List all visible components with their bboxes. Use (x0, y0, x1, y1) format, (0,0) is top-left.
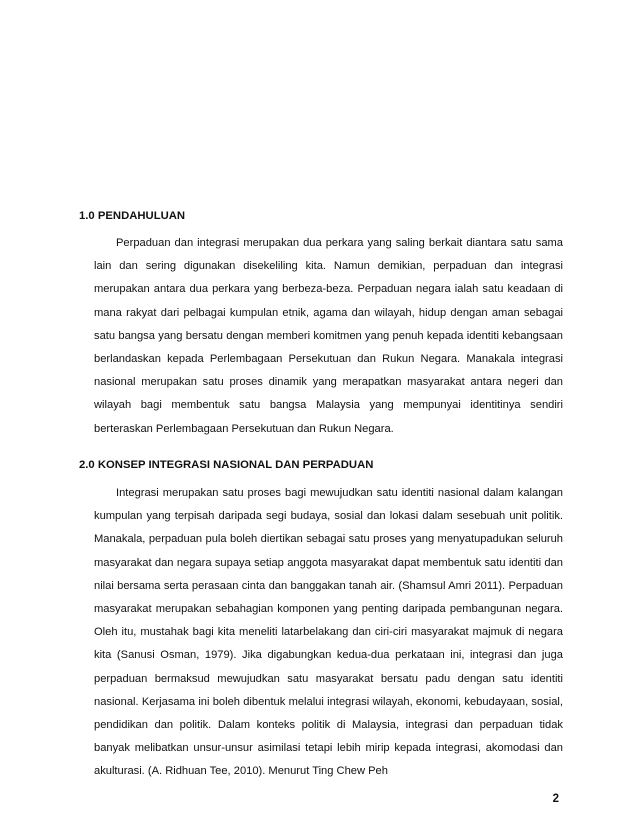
paragraph-pendahuluan: Perpaduan dan integrasi merupakan dua perkara yang saling berkait diantara satu sama lain dan sering digunakan disekeliling kita. Namun demikian, perpaduan dan integrasi merupakan antara dua perkara yang berbeza-beza. Perpaduan negara ialah satu keadaan di mana rakyat dari pelbagai kumpulan etnik, agama dan wilayah, hidup dengan aman sebagai satu bangsa yang bersatu dengan memberi komitmen yang penuh kepada identiti kebangsaan berlandaskan kepada Perlembagaan Persekutuan dan Rukun Negara. Manakala integrasi nasional merupakan satu proses dinamik yang merapatkan masyarakat antara negeri dan wilayah bagi membentuk satu bangsa Malaysia yang mempunyai identitinya sendiri berteraskan Perlembagaan Persekutuan dan Rukun Negara. (94, 237, 563, 435)
page-number: 2 (552, 793, 559, 805)
heading-konsep-integrasi: 2.0 KONSEP INTEGRASI NASIONAL DAN PERPADUAN (79, 459, 374, 471)
heading-pendahuluan: 1.0 PENDAHULUAN (79, 210, 186, 222)
section-heading-2 (79, 458, 563, 472)
paragraph-konsep-integrasi: Integrasi merupakan satu proses bagi mewujudkan satu identiti nasional dalam kalangan kumpulan yang terpisah daripada segi budaya, sosial dan lokasi dalam sesebuah unit politik. Manakala, perpaduan pula boleh diertikan sebagai satu proses yang menyatupadukan seluruh masyarakat dan negara supaya setiap anggota masyarakat dapat membentuk satu identiti dan nilai bersama serta perasaan cinta dan banggakan tanah air. (Shamsul Amri 2011). Perpaduan masyarakat merupakan sebahagian komponen yang penting daripada pembangunan negara. Oleh itu, mustahak bagi kita meneliti latarbelakang dan ciri-ciri masyarakat majmuk di negara kita (Sanusi Osman, 1979). Jika digabungkan kedua-dua perkataan ini, integrasi dan juga perpaduan bermaksud mewujudkan satu masyarakat bersatu padu dengan satu identiti nasional. Kerjasama ini boleh dibentuk melalui integrasi wilayah, ekonomi, kebudayaan, sosial, pendidikan dan politik. Dalam konteks politik di Malaysia, integrasi dan perpaduan tidak banyak melibatkan unsur-unsur asimilasi tetapi lebih mirip kepada integrasi, akomodasi dan akulturasi. (A. Ridhuan Tee, 2010). Menurut Ting Chew Peh (94, 487, 563, 778)
section-heading-1 (79, 209, 563, 223)
